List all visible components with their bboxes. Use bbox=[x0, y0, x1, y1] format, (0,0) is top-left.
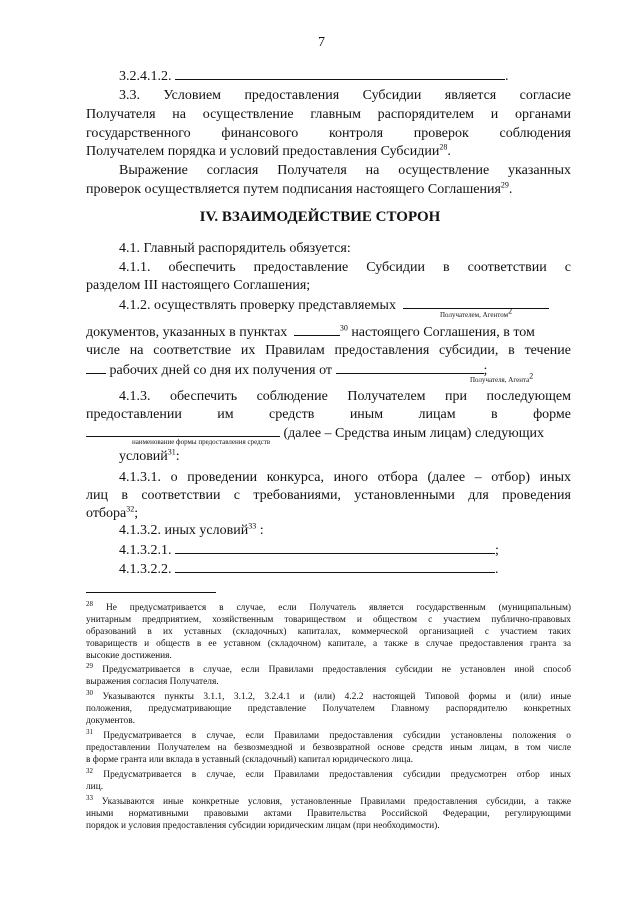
clause-4-1-2-line: 4.1.2. осуществлять проверку представляемых bbox=[119, 296, 549, 315]
fill-in-blank[interactable] bbox=[175, 541, 495, 554]
footnote-30: $^{30}$ Указываются пункты 3.1.1, 3.1.2, 3.2.4.1 и (или) 4.2.2 настоящей Типовой формы и (или) иные bbox=[86, 688, 571, 702]
footnote-33: порядок и условия предоставления субсидии юридическим лицам (при необходимости). bbox=[86, 821, 440, 831]
footnote-ref[interactable]: 29 bbox=[500, 180, 509, 190]
footnote-33: $^{33}$ Указываются иные конкретные условия, установленные Правилами предоставления субсидии, а также bbox=[86, 793, 572, 807]
footnote-33: иными нормативными правовыми актами Правительства Российской Федерации, регулирующими bbox=[86, 809, 571, 819]
clause-4-1-3-1-line: отбора$^{32}$; bbox=[86, 504, 139, 521]
footnote-ref[interactable]: 31 bbox=[167, 447, 176, 457]
clause-4-1-1-line: 4.1.1. обеспечить предоставление Субсидии в соответствии с bbox=[119, 260, 571, 275]
clause-4-1-3-line: предоставлении им средств иным лицам в форме bbox=[86, 407, 571, 422]
clause-3-3-line: Получателем порядка и условий предоставления Субсидии$^{28}$. bbox=[86, 142, 451, 159]
footnote-28: $^{28}$ Не предусматривается в случае, если Получатель является государственным (муниципальным) bbox=[86, 599, 572, 613]
footnote-28: образований в их уставных (складочных) капиталах, коммерческой организацией с участием таких bbox=[86, 627, 571, 637]
clause-4-1-3-line: (далее – Средства иным лицам) следующих bbox=[86, 424, 544, 443]
blank-caption: наименование формы предоставления средств bbox=[132, 438, 271, 446]
clause-4-1-2-line: числе на соответствие их Правилам предоставления субсидии, в течение bbox=[86, 343, 571, 358]
footnote-29: $^{29}$ Предусматривается в случае, если Правилами предоставления субсидии не установлен иной способ bbox=[86, 661, 572, 675]
fill-in-blank[interactable] bbox=[175, 560, 495, 573]
clause-3-3-line: государственного финансового контроля проверок соблюдения bbox=[86, 126, 571, 141]
fill-in-blank[interactable] bbox=[175, 67, 505, 80]
clause-3-3-line: 3.3. Условием предоставления Субсидии является согласие bbox=[119, 88, 571, 103]
blank-caption: Получателя, Агента$^2$ bbox=[470, 371, 534, 384]
footnote-32: $^{32}$ Предусматривается в случае, если Правилами предоставления субсидии предусмотрен отбор иных bbox=[86, 766, 572, 780]
clause-4-1-3-1-line: лиц в соответствии с требованиями, установленными для проведения bbox=[86, 488, 571, 503]
clause-3-2-4-1-2: 3.2.4.1.2. . bbox=[119, 69, 509, 84]
footnote-28: высокие достижения. bbox=[86, 651, 172, 661]
footnote-separator bbox=[86, 592, 216, 593]
clause-4-1-3-1-line: 4.1.3.1. о проведении конкурса, иного отбора (далее – отбор) иных bbox=[119, 470, 571, 485]
fill-in-blank[interactable] bbox=[336, 361, 484, 374]
clause-4-1-3-2-1: 4.1.3.2.1. ; bbox=[119, 543, 499, 558]
clause-4-1-2-line: документов, указанных в пунктах $^{30}$ настоящего Соглашения, в том bbox=[86, 323, 535, 340]
footnote-29: выражения согласия Получателя. bbox=[86, 677, 219, 687]
clause-4-1: 4.1. Главный распорядитель обязуется: bbox=[119, 241, 351, 256]
blank-caption: Получателем, Агентом$^2$ bbox=[440, 306, 513, 319]
footnote-30: документов. bbox=[86, 716, 135, 726]
clause-3-3-line: Получателя на осуществление главным распорядителем и органами bbox=[86, 107, 571, 122]
fill-in-blank[interactable] bbox=[86, 424, 280, 437]
clause-number: 3.2.4.1.2. bbox=[119, 69, 172, 84]
footnote-28: унитарным предприятием, хозяйственным товариществом и обществом с участием публично-правовых bbox=[86, 615, 571, 625]
footnote-ref[interactable]: 28 bbox=[439, 142, 448, 152]
footnote-ref[interactable]: 30 bbox=[339, 323, 348, 333]
clause-4-1-3-line: условий$^{31}$: bbox=[119, 447, 180, 464]
footnote-30: положения, предусматривающие представление Получателем Главному распорядителю конкретных bbox=[86, 704, 571, 714]
clause-4-1-1-line: разделом III настоящего Соглашения; bbox=[86, 278, 311, 293]
footnote-31: предоставлении Получателем на безвозмездной и безвозвратной основе средств иным лицам, в том числе bbox=[86, 743, 571, 753]
fill-in-blank[interactable] bbox=[86, 361, 106, 374]
clause-4-1-3-2-2: 4.1.3.2.2. . bbox=[119, 562, 499, 577]
clause-4-1-3-line: 4.1.3. обеспечить соблюдение Получателем при последующем bbox=[119, 389, 571, 404]
footnote-31: в форме гранта или вклада в уставный (складочный) капитал юридического лица. bbox=[86, 755, 413, 765]
consent-paragraph-line: проверок осуществляется путем подписания настоящего Соглашения$^{29}$. bbox=[86, 180, 513, 197]
footnote-28: товариществ и обществ в ее уставном (складочном) капитале, а также в случае предоставления гранта за bbox=[86, 639, 571, 649]
clause-4-1-2-line: рабочих дней со дня их получения от ; bbox=[86, 361, 487, 380]
section-heading: IV. ВЗАИМОДЕЙСТВИЕ СТОРОН bbox=[199, 209, 441, 225]
page-number: 7 bbox=[318, 35, 325, 50]
footnote-ref[interactable]: 32 bbox=[126, 504, 135, 514]
fill-in-blank[interactable] bbox=[403, 296, 549, 309]
footnote-31: $^{31}$ Предусматривается в случае, если Правилами предоставления субсидии установлены положения о bbox=[86, 727, 571, 741]
clause-4-1-3-2: 4.1.3.2. иных условий$^{33}$ : bbox=[119, 521, 264, 538]
fill-in-blank[interactable] bbox=[294, 323, 340, 336]
consent-paragraph-line: Выражение согласия Получателя на осуществление указанных bbox=[119, 163, 571, 178]
footnote-ref[interactable]: 33 bbox=[248, 521, 257, 531]
footnote-32: лиц. bbox=[86, 782, 104, 792]
